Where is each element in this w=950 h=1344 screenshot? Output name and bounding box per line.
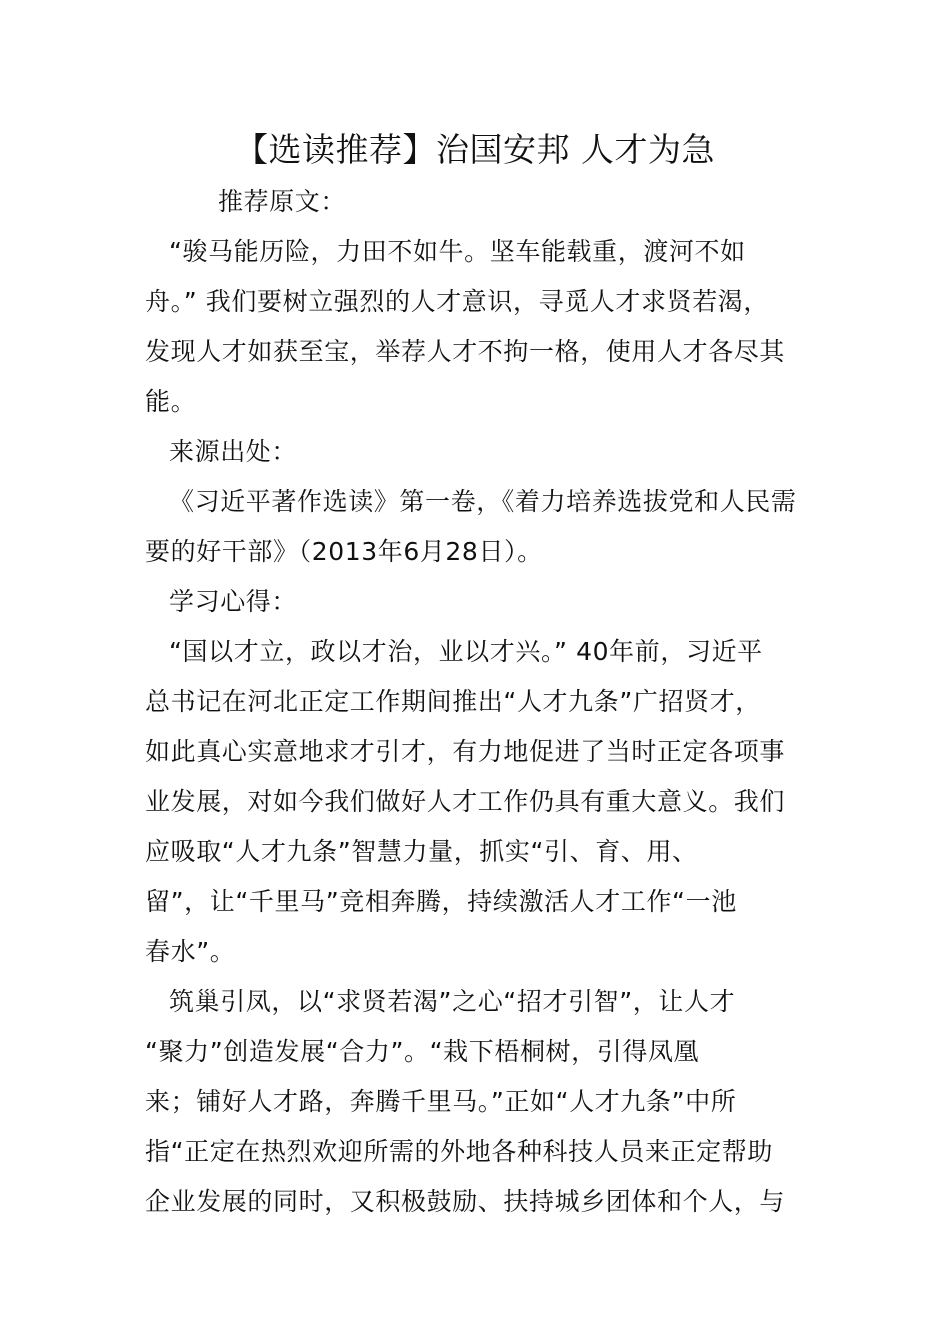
paragraph-line: 应吸取“人才九条”智慧力量，抓实“引、育、用、: [145, 837, 698, 866]
paragraph-line: 发现人才如获至宝，举荐人才不拘一格，使用人才各尽其: [145, 337, 786, 366]
paragraph-line: 《习近平著作选读》第一卷，《着力培养选拔党和人民需: [169, 487, 797, 516]
section-heading-source: 来源出处：: [169, 437, 298, 466]
paragraph-line: 业发展，对如今我们做好人才工作仍具有重大意义。我们: [145, 787, 786, 816]
paragraph-line: 能。: [145, 387, 197, 416]
paragraph-line: 总书记在河北正定工作期间推出“人才九条”广招贤才，: [145, 687, 761, 716]
paragraph-line: 筑巢引凤，以“求贤若渴”之心“招才引智”，让人才: [169, 987, 736, 1016]
paragraph-line: 企业发展的同时，又积极鼓励、扶持城乡团体和个人，与: [145, 1187, 786, 1216]
paragraph-line: 舟。” 我们要树立强烈的人才意识，寻觅人才求贤若渴，: [145, 287, 770, 316]
paragraph-line: “聚力”创造发展“合力”。“栽下梧桐树，引得凤凰: [145, 1037, 700, 1066]
paragraph-line: 如此真心实意地求才引才，有力地促进了当时正定各项事: [145, 737, 786, 766]
paragraph-line: 指“正定在热烈欢迎所需的外地各种科技人员来正定帮助: [145, 1137, 773, 1166]
paragraph-line: “国以才立，政以才治，业以才兴。” 40年前，习近平: [169, 637, 763, 666]
paragraph-line: 春水”。: [145, 937, 236, 966]
paragraph-line: 要的好干部》（2013年6月28日）。: [145, 537, 543, 566]
document-title: 【选读推荐】治国安邦 人才为急: [235, 130, 715, 169]
paragraph-line: “骏马能历险，力田不如牛。坚车能载重，渡河不如: [169, 237, 746, 266]
section-heading-original-text: 推荐原文：: [218, 187, 347, 216]
paragraph-line: 来；铺好人才路，奔腾千里马。”正如“人才九条”中所: [145, 1087, 737, 1116]
paragraph-line: 留”，让“千里马”竞相奔腾，持续激活人才工作“一池: [145, 887, 737, 916]
section-heading-study-notes: 学习心得：: [169, 587, 298, 616]
